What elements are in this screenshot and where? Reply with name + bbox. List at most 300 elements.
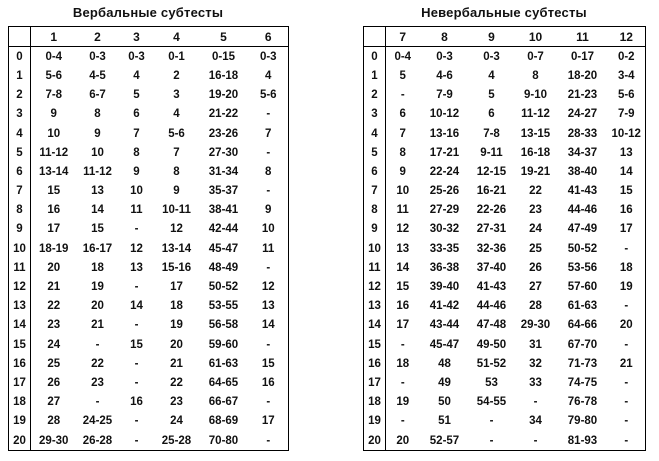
raw-score-cell: 22 (170, 376, 183, 389)
scaled-score-cell: 18 (9, 393, 31, 412)
raw-score-cell: 39-40 (429, 281, 460, 294)
raw-score-cell: 38-40 (567, 165, 598, 178)
scaled-score-cell: 12 (9, 277, 31, 296)
raw-score-cell: 41-42 (429, 300, 460, 313)
raw-score-cell: 71-73 (567, 357, 598, 370)
raw-score-cell: 17 (47, 223, 61, 236)
raw-score-cell: 47-49 (567, 223, 598, 236)
raw-score-cell: 54-55 (476, 396, 507, 409)
scaled-score-cell: 0 (364, 47, 386, 67)
scaled-score-cell: 6 (9, 162, 31, 181)
raw-score-cell: 13-16 (429, 127, 460, 140)
raw-score-cell: 24 (47, 338, 61, 351)
scaled-score-cell: 7 (9, 182, 31, 201)
raw-score-cell: 4 (133, 69, 140, 82)
table-row (364, 277, 646, 296)
table-row (9, 335, 289, 354)
table-row (9, 182, 289, 201)
nonverbal-col-header: 12 (608, 27, 646, 47)
scaled-score-cell: 17 (364, 373, 386, 392)
raw-score-cell: - (489, 415, 494, 428)
raw-score-cell: 10-11 (162, 204, 191, 217)
scaled-score-cell: 15 (364, 335, 386, 354)
raw-score-cell: 8 (399, 146, 406, 159)
raw-score-cell: 70-80 (208, 434, 239, 447)
raw-score-cell: 22 (91, 357, 104, 370)
table-row (9, 393, 289, 412)
raw-score-cell: 22-24 (429, 165, 460, 178)
raw-score-cell: - (533, 434, 538, 447)
table-row (364, 66, 646, 85)
scaled-score-cell: 2 (9, 86, 31, 105)
scaled-score-cell: 8 (364, 201, 386, 220)
raw-score-cell: 34 (529, 415, 542, 428)
raw-score-cell: 18 (170, 300, 183, 313)
verbal-corner-cell (9, 27, 31, 47)
raw-score-cell: 61-63 (208, 357, 239, 370)
table-row (364, 316, 646, 335)
raw-score-cell: - (624, 242, 629, 255)
scaled-score-cell: 5 (9, 143, 31, 162)
table-row (9, 105, 289, 124)
raw-score-cell: 27 (47, 396, 61, 409)
raw-score-cell: 2 (173, 69, 180, 82)
raw-score-cell: 7-8 (45, 89, 63, 102)
scaled-score-cell: 1 (364, 66, 386, 85)
raw-score-cell: 0-4 (394, 50, 412, 63)
raw-score-cell: 16-18 (520, 146, 551, 159)
raw-score-cell: 27-31 (476, 223, 507, 236)
raw-score-cell: 15 (47, 185, 61, 198)
raw-score-cell: 17-21 (429, 146, 460, 159)
raw-score-cell: 16 (261, 376, 275, 389)
raw-score-cell: 21-23 (567, 89, 598, 102)
raw-score-cell: - (400, 338, 405, 351)
raw-score-cell: - (134, 357, 139, 370)
raw-score-cell: 16-21 (476, 185, 507, 198)
raw-score-cell: - (266, 146, 271, 159)
raw-score-cell: 64-65 (208, 376, 239, 389)
raw-score-cell: - (134, 281, 139, 294)
raw-score-cell: 24 (529, 223, 542, 236)
raw-score-cell: 74-75 (567, 376, 598, 389)
scaled-score-cell: 14 (364, 316, 386, 335)
raw-score-cell: 4-5 (89, 69, 106, 82)
scaled-score-cell: 9 (9, 220, 31, 239)
table-row (9, 373, 289, 392)
raw-score-cell: 19-20 (208, 89, 239, 102)
raw-score-cell: 4-6 (436, 69, 453, 82)
scaled-score-cell: 15 (9, 335, 31, 354)
raw-score-cell: 23 (91, 376, 104, 389)
raw-score-cell: 52-57 (429, 434, 460, 447)
raw-score-cell: 6-7 (89, 89, 106, 102)
nonverbal-col-header: 10 (514, 27, 558, 47)
raw-score-cell: 18 (619, 261, 633, 274)
scaled-score-cell: 16 (9, 354, 31, 373)
nonverbal-col-header: 9 (470, 27, 514, 47)
raw-score-cell: 8 (94, 108, 101, 121)
nonverbal-col-header: 8 (420, 27, 470, 47)
raw-score-cell: 5-6 (168, 127, 185, 140)
table-row (9, 239, 289, 258)
nonverbal-subtests-table (363, 26, 646, 451)
table-row (364, 162, 646, 181)
raw-score-cell: 50 (438, 396, 451, 409)
raw-score-cell: 7 (173, 146, 180, 159)
raw-score-cell: 20 (619, 319, 633, 332)
scaled-score-cell: 16 (364, 354, 386, 373)
scaled-score-cell: 9 (364, 220, 386, 239)
raw-score-cell: 0-3 (128, 50, 145, 63)
raw-score-cell: 15 (396, 281, 410, 294)
raw-score-cell: 51 (438, 415, 451, 428)
raw-score-cell: 17 (619, 223, 633, 236)
raw-score-cell: 13 (91, 185, 104, 198)
raw-score-cell: 45-47 (208, 242, 239, 255)
raw-score-cell: 6 (399, 108, 406, 121)
raw-score-cell: 25-28 (161, 434, 192, 447)
scaled-score-cell: 17 (9, 373, 31, 392)
raw-score-cell: 9 (399, 165, 406, 178)
raw-score-cell: 57-60 (567, 281, 598, 294)
raw-score-cell: 19 (619, 281, 633, 294)
raw-score-cell: - (95, 396, 100, 409)
raw-score-cell: 4 (173, 108, 180, 121)
raw-score-cell: 11 (130, 204, 143, 217)
raw-score-cell: 18 (396, 357, 410, 370)
raw-score-cell: 24-27 (567, 108, 598, 121)
raw-score-cell: 8 (133, 146, 140, 159)
nonverbal-col-header: 7 (386, 27, 420, 47)
verbal-header-row (9, 27, 289, 47)
raw-score-cell: - (400, 415, 405, 428)
table-row (364, 182, 646, 201)
raw-score-cell: 0-1 (168, 50, 185, 63)
raw-score-cell: 31-34 (208, 165, 239, 178)
raw-score-cell: - (134, 376, 139, 389)
raw-score-cell: 27-30 (208, 146, 239, 159)
raw-score-cell: 44-46 (567, 204, 598, 217)
raw-score-cell: 14 (91, 204, 104, 217)
scaled-score-cell: 3 (9, 105, 31, 124)
table-row (9, 66, 289, 85)
table-row (9, 354, 289, 373)
raw-score-cell: 28 (529, 300, 542, 313)
raw-score-cell: 9-11 (480, 146, 503, 159)
raw-score-cell: 4 (265, 69, 272, 82)
raw-score-cell: 23 (170, 396, 183, 409)
raw-score-cell: 44-46 (476, 300, 507, 313)
raw-score-cell: 6 (133, 108, 140, 121)
raw-score-cell: - (266, 338, 271, 351)
raw-score-cell: 8 (173, 165, 180, 178)
raw-score-cell: 38-41 (208, 204, 239, 217)
raw-score-cell: - (624, 396, 629, 409)
raw-score-cell: 27-29 (429, 204, 460, 217)
table-row (9, 162, 289, 181)
raw-score-cell: - (134, 319, 139, 332)
raw-score-cell: 28-33 (567, 127, 598, 140)
raw-score-cell: - (624, 376, 629, 389)
verbal-col-header: 3 (119, 27, 155, 47)
raw-score-cell: 43-44 (429, 319, 460, 332)
raw-score-cell: 12 (261, 281, 275, 294)
table-row (364, 354, 646, 373)
raw-score-cell: - (266, 434, 271, 447)
raw-score-cell: 26 (47, 376, 61, 389)
raw-score-cell: 16 (47, 204, 61, 217)
table-row (9, 297, 289, 316)
raw-score-cell: 26-28 (82, 434, 113, 447)
raw-score-cell: - (266, 396, 271, 409)
scaled-score-cell: 5 (364, 143, 386, 162)
raw-score-cell: 33-35 (429, 242, 460, 255)
raw-score-cell: 19 (396, 396, 410, 409)
raw-score-cell: 13-14 (39, 165, 69, 178)
raw-score-cell: - (624, 338, 629, 351)
scaled-score-cell: 2 (364, 86, 386, 105)
table-row (364, 124, 646, 143)
raw-score-cell: 51-52 (476, 357, 507, 370)
raw-score-cell: 49-50 (476, 338, 507, 351)
scaled-score-cell: 18 (364, 393, 386, 412)
raw-score-cell: 5 (133, 89, 140, 102)
raw-score-cell: 16-18 (208, 69, 239, 82)
raw-score-cell: 5-6 (259, 89, 277, 102)
raw-score-cell: 48 (438, 357, 451, 370)
verbal-col-header: 6 (249, 27, 289, 47)
raw-score-cell: 22-26 (476, 204, 507, 217)
scaled-score-cell: 8 (9, 201, 31, 220)
raw-score-cell: 17 (396, 319, 410, 332)
table-row (364, 393, 646, 412)
raw-score-cell: 10 (130, 185, 143, 198)
raw-score-cell: 50-52 (567, 242, 598, 255)
verbal-col-header: 2 (77, 27, 119, 47)
verbal-col-header: 4 (155, 27, 199, 47)
raw-score-cell: 47-48 (476, 319, 507, 332)
raw-score-cell: 12-15 (476, 165, 507, 178)
raw-score-cell: 10 (47, 127, 61, 140)
table-row (9, 258, 289, 277)
table-row (9, 431, 289, 451)
raw-score-cell: 13-15 (520, 127, 551, 140)
raw-score-cell: 10-12 (611, 127, 641, 140)
table-row (9, 47, 289, 67)
scaled-score-cell: 3 (364, 105, 386, 124)
raw-score-cell: 7 (133, 127, 140, 140)
raw-score-cell: 10-12 (429, 108, 460, 121)
scaled-score-cell: 4 (9, 124, 31, 143)
table-row (364, 47, 646, 67)
raw-score-cell: 0-17 (570, 50, 595, 63)
scaled-score-cell: 1 (9, 66, 31, 85)
raw-score-cell: 9 (94, 127, 101, 140)
raw-score-cell: 9 (133, 165, 140, 178)
scaled-score-cell: 7 (364, 182, 386, 201)
table-row (9, 316, 289, 335)
scaled-score-cell: 11 (9, 258, 31, 277)
raw-score-cell: 7 (265, 127, 272, 140)
verbal-subtests-panel (8, 0, 288, 451)
raw-score-cell: 19-21 (520, 165, 551, 178)
scaled-score-cell: 4 (364, 124, 386, 143)
nonverbal-header-row (364, 27, 646, 47)
table-row (9, 220, 289, 239)
raw-score-cell: 15 (91, 223, 104, 236)
table-row (9, 86, 289, 105)
raw-score-cell: 67-70 (567, 338, 598, 351)
raw-score-cell: 15 (261, 357, 275, 370)
scaled-score-cell: 19 (364, 412, 386, 431)
raw-score-cell: 30-32 (429, 223, 460, 236)
raw-score-cell: 12 (170, 223, 183, 236)
raw-score-cell: 21 (91, 319, 104, 332)
table-row (364, 201, 646, 220)
verbal-col-header: 5 (199, 27, 249, 47)
raw-score-cell: 8 (265, 165, 272, 178)
raw-score-cell: 59-60 (208, 338, 239, 351)
verbal-col-header: 1 (31, 27, 77, 47)
raw-score-cell: 50-52 (208, 281, 239, 294)
raw-score-cell: 81-93 (567, 434, 598, 447)
raw-score-cell: 3 (173, 89, 180, 102)
raw-score-cell: 10 (91, 146, 104, 159)
raw-score-cell: 9-10 (523, 89, 548, 102)
raw-score-cell: 20 (170, 338, 183, 351)
raw-score-cell: 20 (396, 434, 410, 447)
raw-score-cell: 7 (399, 127, 406, 140)
raw-score-cell: 14 (396, 261, 410, 274)
scaled-score-cell: 10 (9, 239, 31, 258)
raw-score-cell: 0-3 (259, 50, 277, 63)
table-row (364, 258, 646, 277)
raw-score-cell: 16-17 (82, 242, 113, 255)
raw-score-cell: 20 (91, 300, 104, 313)
raw-score-cell: 21 (619, 357, 633, 370)
raw-score-cell: 4 (488, 69, 495, 82)
table-row (9, 143, 289, 162)
raw-score-cell: 61-63 (567, 300, 598, 313)
raw-score-cell: 37-40 (476, 261, 507, 274)
raw-score-cell: 16 (619, 204, 633, 217)
raw-score-cell: 0-15 (211, 50, 236, 63)
raw-score-cell: - (134, 415, 139, 428)
scaled-score-cell: 10 (364, 239, 386, 258)
raw-score-cell: 15 (130, 338, 143, 351)
table-row (9, 201, 289, 220)
raw-score-cell: 48-49 (208, 261, 239, 274)
raw-score-cell: 18-19 (39, 242, 69, 255)
raw-score-cell: 13-14 (161, 242, 192, 255)
raw-score-cell: - (624, 434, 629, 447)
raw-score-cell: 27 (529, 281, 542, 294)
nonverbal-table-body (364, 47, 646, 451)
raw-score-cell: 0-2 (617, 50, 635, 63)
raw-score-cell: 8 (532, 69, 539, 82)
raw-score-cell: 35-37 (208, 185, 239, 198)
raw-score-cell: 11-12 (83, 165, 112, 178)
raw-score-cell: 23 (47, 319, 61, 332)
raw-score-cell: - (266, 261, 271, 274)
raw-score-cell: 7-9 (617, 108, 635, 121)
raw-score-cell: 15-16 (161, 261, 192, 274)
raw-score-cell: 17 (170, 281, 183, 294)
raw-score-cell: 10 (396, 185, 410, 198)
raw-score-cell: 5 (399, 69, 406, 82)
table-row (9, 277, 289, 296)
raw-score-cell: 11-12 (39, 146, 69, 159)
scaled-score-cell: 12 (364, 277, 386, 296)
raw-score-cell: 20 (47, 261, 61, 274)
raw-score-cell: 64-66 (567, 319, 598, 332)
raw-score-cell: 29-30 (39, 434, 69, 447)
raw-score-cell: 42-44 (208, 223, 239, 236)
raw-score-cell: 13 (130, 261, 143, 274)
raw-score-cell: 5-6 (617, 89, 635, 102)
scaled-score-cell: 11 (364, 258, 386, 277)
raw-score-cell: 12 (396, 223, 410, 236)
raw-score-cell: - (266, 185, 271, 198)
table-row (364, 86, 646, 105)
table-row (364, 239, 646, 258)
table-row (364, 105, 646, 124)
raw-score-cell: 14 (619, 165, 633, 178)
raw-score-cell: - (266, 108, 271, 121)
raw-score-cell: 0-3 (89, 50, 106, 63)
table-row (364, 412, 646, 431)
raw-score-cell: 3-4 (617, 69, 635, 82)
raw-score-cell: 49 (438, 376, 451, 389)
table-row (364, 220, 646, 239)
raw-score-cell: 16 (130, 396, 143, 409)
raw-score-cell: 41-43 (567, 185, 598, 198)
raw-score-cell: 13 (261, 300, 275, 313)
raw-score-cell: - (134, 434, 139, 447)
raw-score-cell: 22 (47, 300, 61, 313)
raw-score-cell: 28 (47, 415, 61, 428)
raw-score-cell: 22 (529, 185, 542, 198)
raw-score-cell: 32 (529, 357, 542, 370)
raw-score-cell: 79-80 (567, 415, 598, 428)
raw-score-cell: 26 (529, 261, 542, 274)
raw-score-cell: 0-3 (483, 50, 500, 63)
nonverbal-col-header: 11 (558, 27, 608, 47)
raw-score-cell: 23-26 (208, 127, 239, 140)
raw-score-cell: - (624, 415, 629, 428)
raw-score-cell: 41-43 (476, 281, 507, 294)
raw-score-cell: 53-55 (208, 300, 239, 313)
raw-score-cell: 32-36 (476, 242, 507, 255)
table-row (9, 124, 289, 143)
scaled-score-cell: 13 (9, 297, 31, 316)
raw-score-cell: 24-25 (82, 415, 113, 428)
raw-score-cell: - (134, 223, 139, 236)
raw-score-cell: 18 (91, 261, 104, 274)
raw-score-cell: 16 (396, 300, 410, 313)
raw-score-cell: 13 (396, 242, 410, 255)
raw-score-cell: 76-78 (567, 396, 598, 409)
raw-score-cell: 53-56 (567, 261, 598, 274)
raw-score-cell: 25-26 (429, 185, 460, 198)
raw-score-cell: 18-20 (567, 69, 598, 82)
raw-score-cell: 11-12 (521, 108, 550, 121)
verbal-subtests-title: Вербальные субтесты (72, 5, 224, 20)
raw-score-cell: 21 (47, 281, 61, 294)
raw-score-cell: 9 (173, 185, 180, 198)
nonverbal-subtests-panel (363, 0, 645, 451)
